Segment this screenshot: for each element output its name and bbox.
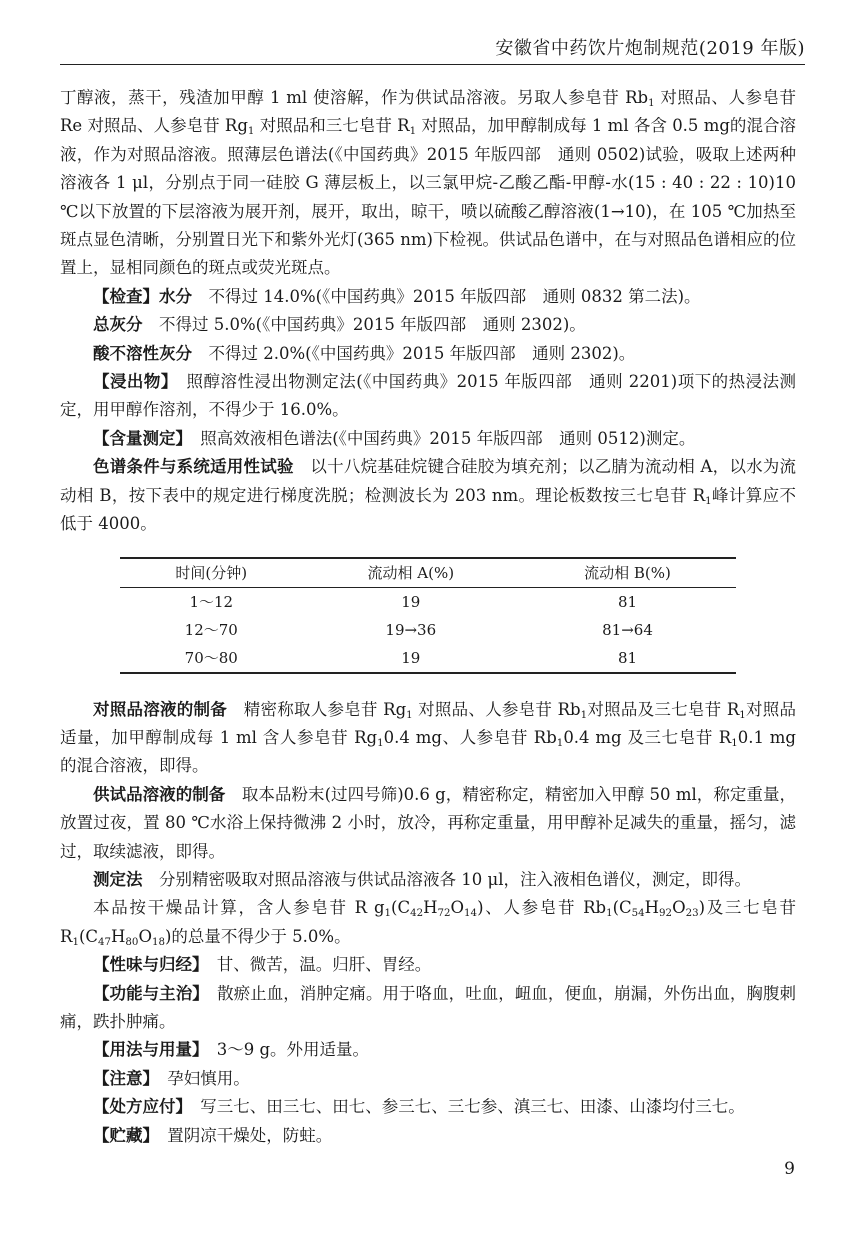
prescription-dispensing: 【处方应付】 写三七、田三七、田七、参三七、三七参、滇三七、田漆、山漆均付三七。 xyxy=(93,1097,745,1117)
reference-solution-prep: 对照品溶液的制备 精密称取人参皂苷 $Rg_1$ 对照品、人参皂苷 $Rb_1$对照品及三七皂苷 $R_1$对照品适量，加甲醇制成每 1 ml 含人参皂苷 $Rg_10.4$ mg、人参皂苷 $Rb_10.4$ mg 及三七皂苷 $R_10.1$ mg 的混合溶液，即得。 xyxy=(60,699,797,776)
inspection-label: 【检查】 xyxy=(93,286,159,306)
table-header-cell: 流动相 B(%) xyxy=(519,558,736,588)
table-cell: 81 xyxy=(519,644,736,673)
table-cell: 1～12 xyxy=(189,592,234,611)
table-row xyxy=(120,587,736,616)
gradient-table-wrapper xyxy=(120,557,736,674)
content-limit: 本品按干燥品计算，含人参皂苷 R $g_1(C_{42}H_{72}O_{14})$、人参皂苷 $Rb_1(C_{54}H_{92}O_{23})$及三七皂苷 $R_1(C_{47}H_{80}O_{18})$的总量不得少于 5.0%。 xyxy=(60,898,796,948)
nature-meridian: 【性味与归经】 甘、微苦，温。归肝、胃经。 xyxy=(93,955,432,975)
running-header-title: 安徽省中药饮片炮制规范(2019 年版) xyxy=(495,38,805,59)
extractives-section: 【浸出物】 照醇溶性浸出物测定法(《中国药典》2015 年版四部 通则 2201)项下的热浸法测定，用甲醇作溶剂，不得少于 16.0%。 xyxy=(60,372,796,420)
table-cell: 81→64 xyxy=(602,620,653,639)
table-cell: 12～70 xyxy=(184,620,238,639)
page-number: 9 xyxy=(784,1159,795,1179)
table-cell: 19 xyxy=(303,644,520,673)
function-indication: 【功能与主治】 散瘀止血，消肿定痛。用于咯血，吐血，衄血，便血，崩漏，外伤出血，胸腹刺痛，跌扑肿痛。 xyxy=(60,983,797,1031)
test-solution-prep: 供试品溶液的制备 取本品粉末(过四号筛)0.6 g，精密称定，精密加入甲醇 50 ml，称定重量，放置过夜，置 80 ℃水浴上保持微沸 2 小时，放冷，再称定重量，用甲醇补足减失的重量，摇匀，滤过，取续滤液，即得。 xyxy=(60,784,796,861)
gradient-elution-table xyxy=(120,557,736,674)
header-rule xyxy=(60,64,805,65)
caution: 【注意】 孕妇慎用。 xyxy=(93,1068,250,1088)
usage-dosage: 【用法与用量】 3～9 g。外用适量。 xyxy=(93,1040,370,1060)
table-cell: 19 xyxy=(401,592,421,611)
table-cell: 81 xyxy=(617,592,638,611)
table-row xyxy=(120,644,736,673)
table-row xyxy=(120,616,736,644)
page-body xyxy=(60,84,796,1150)
inspection-water: 【检查】水分 不得过 14.0%(《中国药典》2015 年版四部 通则 0832 第二法)。 xyxy=(93,286,701,306)
inspection-acid-ash: 酸不溶性灰分 不得过 2.0%(《中国药典》2015 年版四部 通则 2302)。 xyxy=(93,343,636,363)
chromatographic-conditions: 色谱条件与系统适用性试验 以十八烷基硅烷键合硅胶为填充剂；以乙腈为流动相 A，以水为流动相 B，按下表中的规定进行梯度洗脱；检测波长为 203 nm。理论板数按三七皂苷 $R_1$峰计算应不低于 4000。 xyxy=(60,457,797,534)
identification-paragraph: 丁醇液，蒸干，残渣加甲醇 1 ml 使溶解，作为供试品溶液。另取人参皂苷 $Rb_1$ 对照品、人参皂苷 Re 对照品、人参皂苷 $Rg_1$ 对照品和三七皂苷 $R_1$ 对照品，加甲醇制成每 1 ml 各含 0.5 mg的混合溶液，作为对照品溶液。照薄层色谱法(《中国药典》2015 年版四部 通则 0502)试验，吸取上述两种溶液各 1 μl，分别点于同一硅胶 G 薄层板上，以三氯甲烷-乙酸乙酯-甲醇-水(15 : 40 : 22 : 10)10 ℃以下放置的下层溶液为展开剂，展开，取出，晾干，喷以硫酸乙醇溶液(1→10)，在 105 ℃加热至斑点显色清晰，分别置日光下和紫外光灯(365 nm)下检视。供试品色谱中，在与对照品色谱相应的位置上，显相同颜色的斑点或荧光斑点。 xyxy=(60,88,797,278)
table-header-row xyxy=(120,558,736,588)
determination-method: 测定法 分别精密吸取对照品溶液与供试品溶液各 10 μl，注入液相色谱仪，测定，即得。 xyxy=(93,869,751,889)
table-cell: 19→36 xyxy=(385,620,437,639)
assay-section: 【含量测定】 照高效液相色谱法(《中国药典》2015 年版四部 通则 0512)测定。 xyxy=(93,428,696,448)
storage: 【贮藏】 置阴凉干燥处，防蛀。 xyxy=(93,1125,333,1145)
table-header-cell: 流动相 A(%) xyxy=(303,558,520,588)
table-header-cell: 时间(分钟) xyxy=(120,558,303,588)
inspection-total-ash: 总灰分 不得过 5.0%(《中国药典》2015 年版四部 通则 2302)。 xyxy=(93,315,586,335)
table-cell: 70～80 xyxy=(120,644,303,673)
